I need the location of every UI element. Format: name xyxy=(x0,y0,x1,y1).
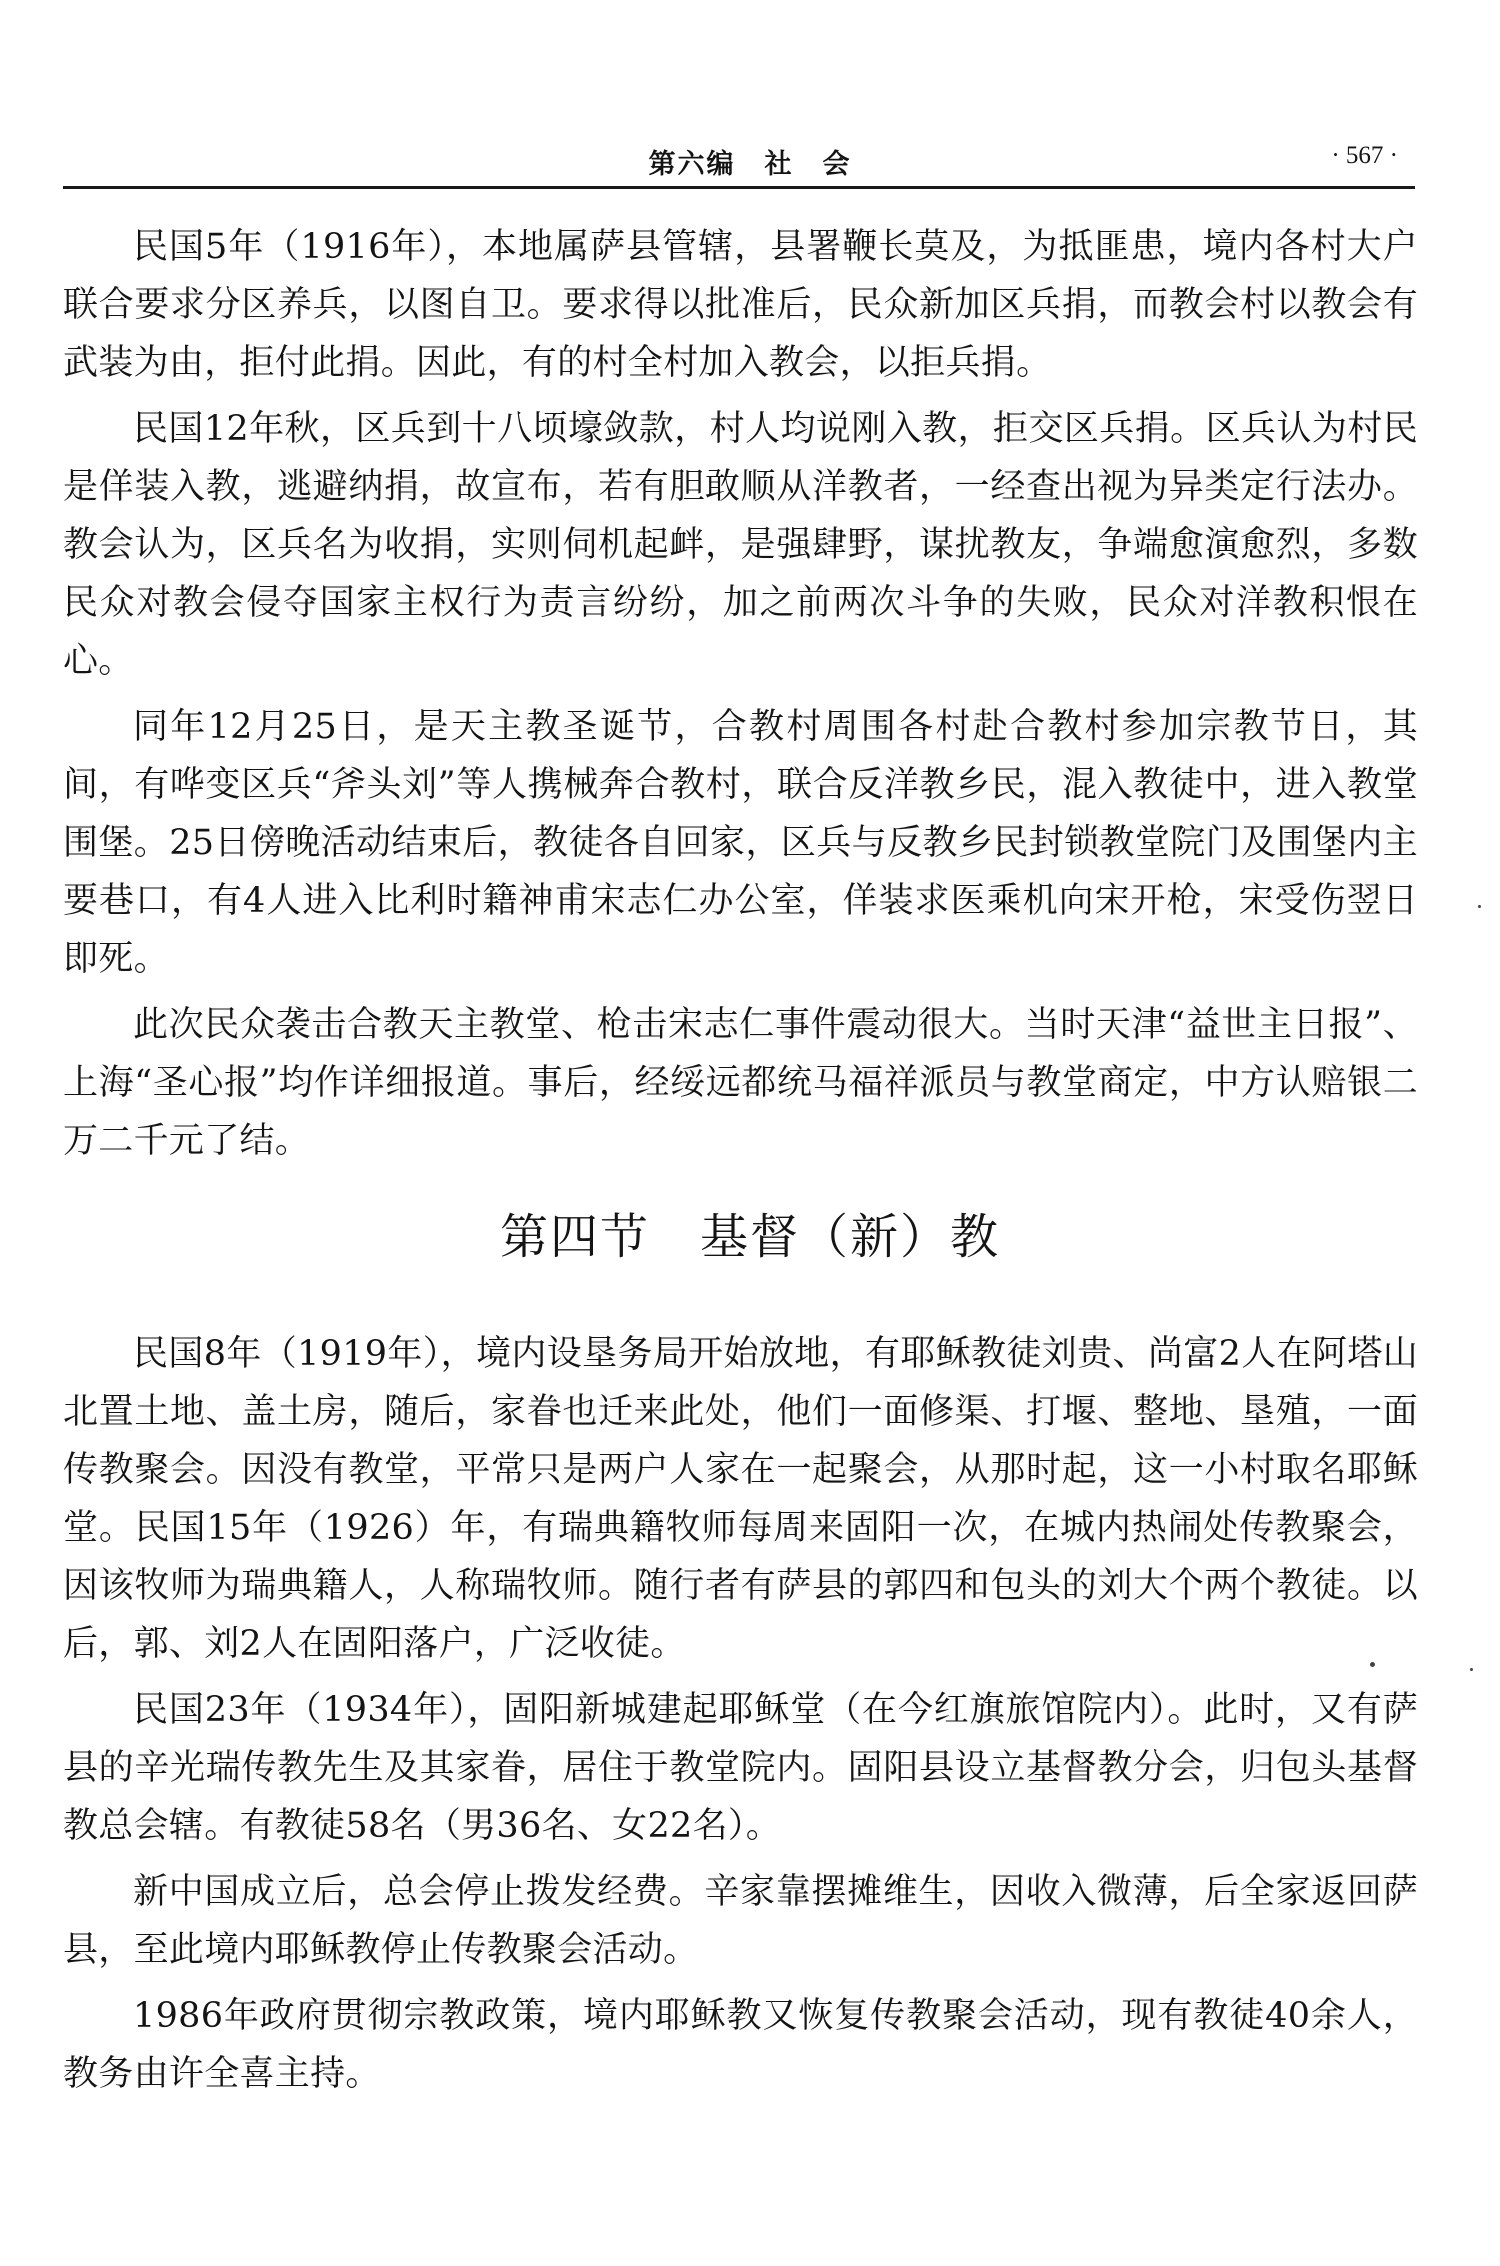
paragraph: 此次民众袭击合教天主教堂、枪击宋志仁事件震动很大。当时天津“益世主日报”、上海“圣心报”均作详细报道。事后，经绥远都统马福祥派员与教堂商定，中方认赔银二万二千元了结。 xyxy=(63,1005,1418,1161)
paragraph: 1986年政府贯彻宗教政策，境内耶稣教又恢复传教聚会活动，现有教徒40余人，教务由许全喜主持。 xyxy=(63,1996,1418,2094)
running-head xyxy=(0,142,1500,192)
body-text-top xyxy=(63,218,1418,1178)
chapter-title: 第四节 基督（新）教 xyxy=(499,1209,1000,1265)
header-rule xyxy=(63,186,1415,189)
paragraph: 新中国成立后，总会停止拨发经费。辛家靠摆摊维生，因收入微薄，后全家返回萨县，至此境内耶稣教停止传教聚会活动。 xyxy=(63,1872,1418,1970)
body-text-bottom xyxy=(63,1325,1418,2111)
paragraph: 民国8年（1919年），境内设垦务局开始放地，有耶稣教徒刘贵、尚富2人在阿塔山北置土地、盖土房，随后，家眷也迁来此处，他们一面修渠、打堰、整地、垦殖，一面传教聚会。因没有教堂，平常只是两户人家在一起聚会，从那时起，这一小村取名耶稣堂。民国15年（1926）年，有瑞典籍牧师每周来固阳一次，在城内热闹处传教聚会，因该牧师为瑞典籍人，人称瑞牧师。随行者有萨县的郭四和包头的刘大个两个教徒。以后，郭、刘2人在固阳落户，广泛收徒。 xyxy=(63,1334,1418,1664)
scan-speck xyxy=(1470,1668,1473,1671)
paragraph: 民国5年（1916年），本地属萨县管辖，县署鞭长莫及，为抵匪患，境内各村大户联合要求分区养兵，以图自卫。要求得以批准后，民众新加区兵捐，而教会村以教会有武装为由，拒付此捐。因此，有的村全村加入教会，以拒兵捐。 xyxy=(63,227,1418,383)
paragraph: 同年12月25日，是天主教圣诞节，合教村周围各村赴合教村参加宗教节日，其间，有哗变区兵“斧头刘”等人携械奔合教村，联合反洋教乡民，混入教徒中，进入教堂围堡。25日傍晚活动结束后，教徒各自回家，区兵与反教乡民封锁教堂院门及围堡内主要巷口，有4人进入比利时籍神甫宋志仁办公室，佯装求医乘机向宋开枪，宋受伤翌日即死。 xyxy=(63,707,1418,979)
paragraph: 民国12年秋，区兵到十八顷壕敛款，村人均说刚入教，拒交区兵捐。区兵认为村民是佯装入教，逃避纳捐，故宣布，若有胆敢顺从洋教者，一经查出视为异类定行法办。教会认为，区兵名为收捐，实则伺机起衅，是强肆野，谋扰教友，争端愈演愈烈，多数民众对教会侵夺国家主权行为责言纷纷，加之前两次斗争的失败，民众对洋教积恨在心。 xyxy=(63,409,1418,681)
section-heading: 第六编 社 会 xyxy=(648,149,852,180)
page-number: · 567 · xyxy=(1331,142,1398,169)
scan-speck xyxy=(1478,905,1481,908)
scan-speck xyxy=(1370,1662,1375,1667)
paragraph: 民国23年（1934年），固阳新城建起耶稣堂（在今红旗旅馆院内）。此时，又有萨县的辛光瑞传教先生及其家眷，居住于教堂院内。固阳县设立基督教分会，归包头基督教总会辖。有教徒58名（男36名、女22名）。 xyxy=(63,1690,1418,1846)
